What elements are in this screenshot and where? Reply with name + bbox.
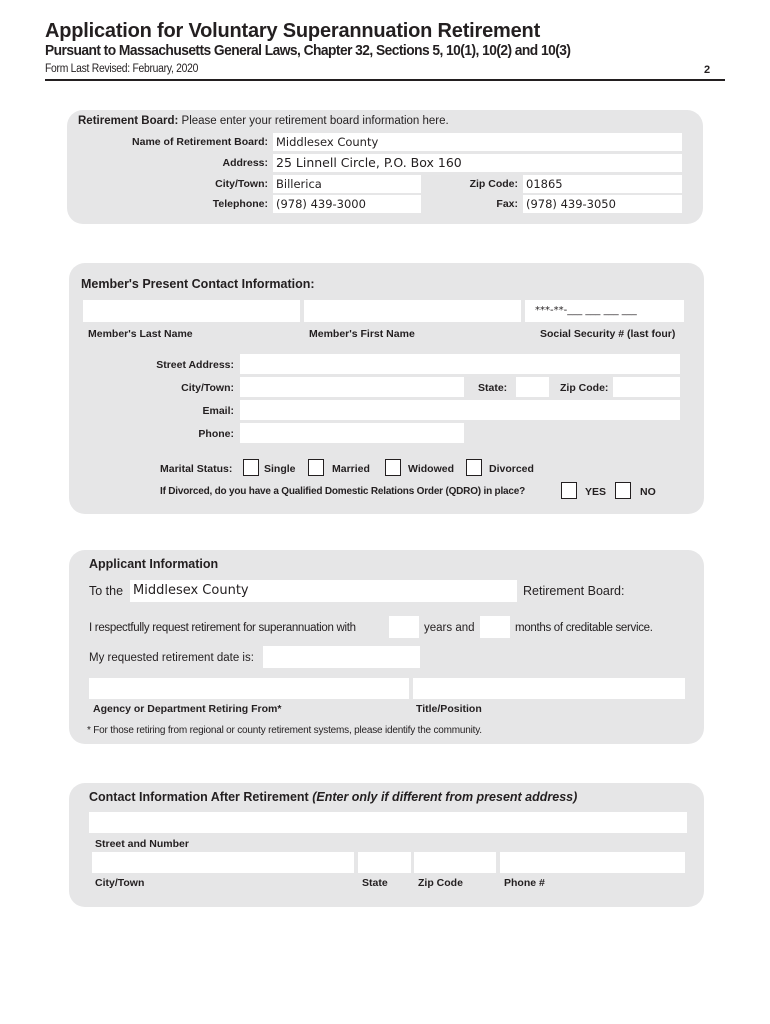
after-retirement-heading-bold: Contact Information After Retirement xyxy=(89,790,309,804)
ssn-label: Social Security # (last four) xyxy=(540,328,676,340)
street-address-label: Street Address: xyxy=(156,359,234,371)
single-checkbox[interactable] xyxy=(243,459,259,476)
page-number: 2 xyxy=(704,64,711,76)
applicant-footnote: * For those retiring from regional or county retirement systems, please identify the community. xyxy=(87,725,482,736)
board-fax-label: Fax: xyxy=(496,198,518,210)
years-field[interactable] xyxy=(389,616,419,638)
marital-status-label: Marital Status: xyxy=(160,463,233,475)
board-zip-label: Zip Code: xyxy=(469,178,518,190)
phone-label: Phone: xyxy=(198,428,234,440)
single-label: Single xyxy=(264,463,296,475)
member-last-name-field[interactable] xyxy=(83,300,300,322)
street-address-field[interactable] xyxy=(240,354,680,374)
married-label: Married xyxy=(332,463,370,475)
form-title: Application for Voluntary Superannuation Retirement xyxy=(45,20,541,42)
retirement-board-heading xyxy=(78,115,449,127)
email-field[interactable] xyxy=(240,400,680,420)
state-field[interactable] xyxy=(516,377,549,397)
after-retirement-heading xyxy=(89,790,577,804)
city-town-field[interactable] xyxy=(240,377,464,397)
board-name-label: Name of Retirement Board: xyxy=(132,136,268,148)
after-zip-label: Zip Code xyxy=(418,877,463,889)
married-checkbox[interactable] xyxy=(308,459,324,476)
board-city-field[interactable]: Billerica xyxy=(273,175,421,193)
agency-label: Agency or Department Retiring From* xyxy=(93,703,282,715)
after-state-label: State xyxy=(362,877,388,889)
member-first-name-field[interactable] xyxy=(304,300,521,322)
after-city-field[interactable] xyxy=(92,852,354,873)
form-subtitle: Pursuant to Massachusetts General Laws, Chapter 32, Sections 5, 10(1), 10(2) and 10(3) xyxy=(45,42,571,59)
months-text: months of creditable service. xyxy=(515,622,653,634)
retirement-board-suffix: Retirement Board: xyxy=(523,584,625,598)
board-fax-field[interactable]: (978) 439-3050 xyxy=(523,195,682,213)
qdro-yes-checkbox[interactable] xyxy=(561,482,577,499)
board-address-label: Address: xyxy=(222,157,268,169)
qdro-question: If Divorced, do you have a Qualified Domestic Relations Order (QDRO) in place? xyxy=(160,486,526,497)
board-name-field[interactable]: Middlesex County xyxy=(273,133,682,151)
board-address-field[interactable]: 25 Linnell Circle, P.O. Box 160 xyxy=(273,154,682,172)
board-zip-field[interactable]: 01865 xyxy=(523,175,682,193)
last-name-label: Member's Last Name xyxy=(88,328,193,340)
title-position-field[interactable] xyxy=(413,678,685,699)
revision-date: Form Last Revised: February, 2020 xyxy=(45,63,199,75)
title-position-label: Title/Position xyxy=(416,703,482,715)
after-zip-field[interactable] xyxy=(414,852,496,873)
after-phone-label: Phone # xyxy=(504,877,545,889)
state-label: State: xyxy=(478,382,508,394)
to-the-text: To the xyxy=(89,584,124,598)
member-ssn-field[interactable]: ***-**-___ ___ ___ ___ xyxy=(525,300,684,322)
divorced-label: Divorced xyxy=(489,463,534,475)
months-field[interactable] xyxy=(480,616,510,638)
agency-field[interactable] xyxy=(89,678,409,699)
qdro-yes-label: YES xyxy=(585,486,607,498)
applicant-heading: Applicant Information xyxy=(89,557,219,571)
retirement-board-heading-label: Retirement Board: xyxy=(78,115,179,127)
divorced-checkbox[interactable] xyxy=(466,459,482,476)
retirement-date-label: My requested retirement date is: xyxy=(89,652,254,664)
after-phone-field[interactable] xyxy=(500,852,685,873)
header-divider xyxy=(45,79,725,81)
member-contact-heading: Member's Present Contact Information: xyxy=(81,277,315,291)
zip-code-field[interactable] xyxy=(613,377,680,397)
widowed-label: Widowed xyxy=(408,463,454,475)
after-retirement-heading-note: (Enter only if different from present address) xyxy=(312,790,578,804)
retirement-board-instruction: Please enter your retirement board information here. xyxy=(181,115,449,127)
qdro-no-label: NO xyxy=(640,486,656,498)
applicant-board-field[interactable]: Middlesex County xyxy=(130,580,517,602)
phone-field[interactable] xyxy=(240,423,464,443)
years-and-text: years and xyxy=(424,622,475,634)
city-town-label: City/Town: xyxy=(181,382,234,394)
zip-code-label: Zip Code: xyxy=(560,382,609,394)
request-text: I respectfully request retirement for superannuation with xyxy=(89,622,356,634)
after-state-field[interactable] xyxy=(358,852,411,873)
board-telephone-label: Telephone: xyxy=(212,198,268,210)
after-street-label: Street and Number xyxy=(95,838,189,850)
after-street-field[interactable] xyxy=(89,812,687,833)
board-telephone-field[interactable]: (978) 439-3000 xyxy=(273,195,421,213)
widowed-checkbox[interactable] xyxy=(385,459,401,476)
email-label: Email: xyxy=(202,405,234,417)
first-name-label: Member's First Name xyxy=(309,328,415,340)
after-city-label: City/Town xyxy=(95,877,145,889)
retirement-date-field[interactable] xyxy=(263,646,420,668)
board-city-label: City/Town: xyxy=(215,178,268,190)
qdro-no-checkbox[interactable] xyxy=(615,482,631,499)
